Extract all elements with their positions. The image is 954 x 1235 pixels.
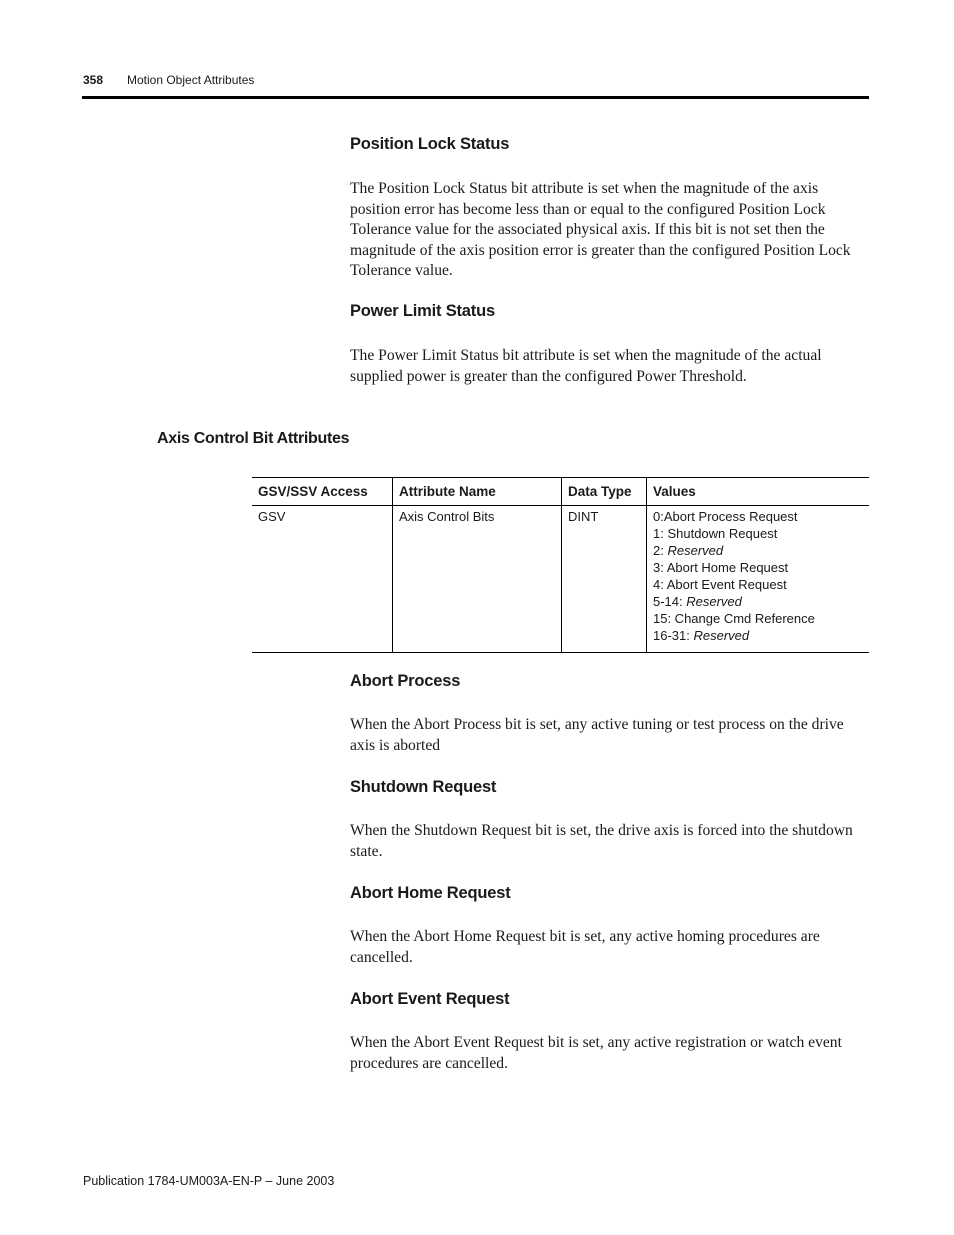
- column-header-data-type: Data Type: [562, 478, 647, 506]
- cell-access: GSV: [252, 506, 393, 653]
- running-head: Motion Object Attributes: [127, 73, 255, 87]
- heading-abort-home-request: Abort Home Request: [350, 884, 511, 902]
- paragraph-position-lock-status: The Position Lock Status bit attribute is set when the magnitude of the axis position error has become less than or equal to the configured Position Lock Tolerance value for the associated physical axis. If this bit is not set then the magnitude of the axis position error is greater than the configured Position Lock Tolerance value.: [350, 180, 851, 279]
- header-rule: [82, 96, 869, 99]
- heading-axis-control-bit-attributes: Axis Control Bit Attributes: [157, 430, 350, 447]
- value-line: 5-14: Reserved: [653, 594, 742, 609]
- value-line: 16-31: Reserved: [653, 628, 750, 643]
- column-header-access: GSV/SSV Access: [252, 478, 393, 506]
- value-line: 1: Shutdown Request: [653, 526, 778, 541]
- value-line: 0:Abort Process Request: [653, 509, 798, 524]
- paragraph-shutdown-request: When the Shutdown Request bit is set, the drive axis is forced into the shutdown state.: [350, 822, 853, 860]
- cell-data-type: DINT: [562, 506, 647, 653]
- value-line: 2: Reserved: [653, 543, 724, 558]
- cell-values: [647, 506, 870, 653]
- value-line: 3: Abort Home Request: [653, 560, 789, 575]
- paragraph-abort-home-request: When the Abort Home Request bit is set, any active homing procedures are cancelled.: [350, 928, 820, 966]
- heading-shutdown-request: Shutdown Request: [350, 778, 497, 796]
- table-row: [252, 506, 869, 653]
- footer-publication: Publication 1784-UM003A-EN-P – June 2003: [83, 1174, 335, 1188]
- value-line: 4: Abort Event Request: [653, 577, 787, 592]
- heading-abort-process: Abort Process: [350, 672, 461, 690]
- column-header-values: Values: [647, 478, 870, 506]
- paragraph-abort-process: When the Abort Process bit is set, any active tuning or test process on the drive axis is aborted: [350, 716, 844, 754]
- heading-position-lock-status: Position Lock Status: [350, 135, 510, 153]
- cell-attribute-name: Axis Control Bits: [393, 506, 562, 653]
- value-line: 15: Change Cmd Reference: [653, 611, 815, 626]
- paragraph-power-limit-status: The Power Limit Status bit attribute is set when the magnitude of the actual supplied power is greater than the configured Power Threshold.: [350, 347, 822, 385]
- heading-abort-event-request: Abort Event Request: [350, 990, 510, 1008]
- attribute-table: [252, 477, 869, 653]
- page-number: 358: [83, 73, 104, 87]
- paragraph-abort-event-request: When the Abort Event Request bit is set, any active registration or watch event procedures are cancelled.: [350, 1034, 842, 1072]
- column-header-attribute-name: Attribute Name: [393, 478, 562, 506]
- table-header-row: [252, 478, 869, 506]
- heading-power-limit-status: Power Limit Status: [350, 302, 495, 320]
